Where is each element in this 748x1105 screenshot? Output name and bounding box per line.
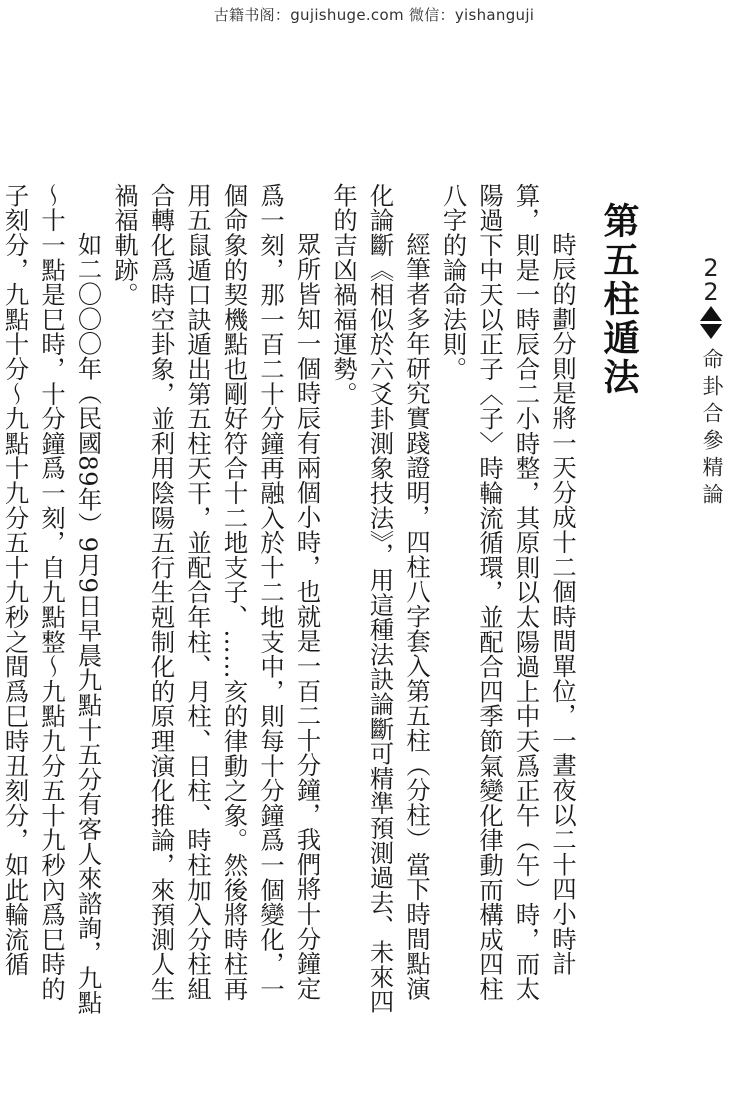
triangle-up-icon xyxy=(700,306,722,321)
page-number-digit: 2 xyxy=(703,278,719,306)
page-number-digit: 2 xyxy=(703,254,719,282)
running-head: 命卦合參精論 xyxy=(700,348,724,510)
paragraph: 經筆者多年研究實踐證明，四柱八字套入第五柱（分柱）當下時間點演化論斷《相似於六爻卦測象技法》，用這種法訣論斷可精準預測過去、未來四年的吉凶禍福運勢。 xyxy=(329,183,431,1015)
paragraph: 眾所皆知一個時辰有兩個小時，也就是一百二十分鐘，我們將十分鐘定爲一刻，那一百二十分鐘再融入於十二地支中，則每十分鐘爲一個變化，一個命象的契機點也剛好符合十二地支子、……亥的律動之象。然後將時柱再用五鼠遁口訣遁出第五柱天干，並配合年柱、月柱、日柱、時柱加入分柱組合轉化爲時空卦象，並利用陰陽五行生剋制化的原理演化推論，來預測人生禍福軌跡。 xyxy=(110,183,322,1002)
triangle-down-icon xyxy=(700,324,722,339)
page-number xyxy=(693,256,729,304)
chapter-title: 第五柱遁法 xyxy=(598,202,639,397)
paragraph: 如二〇〇〇年（民國89年）9月9日早晨九點十五分有客人來諮詢，九點～十一點是巳時，十分鐘爲一刻，自九點整～九點九分五十九秒內爲巳時的子刻分，九點十分～九點十九分五十九秒之間爲巳時丑刻分，如此輪流循 xyxy=(0,183,103,1015)
body-text xyxy=(0,183,580,1023)
watermark: 古籍书阁：gujishuge.com 微信：yishanguji xyxy=(213,6,535,24)
paragraph: 時辰的劃分則是將一天分成十二個時間單位，一晝夜以二十四小時計算，則是一時辰合二小時整，其原則以太陽過上中天爲正午（午）時，而太陽過下中天以正子〈子〉時輪流循環，並配合四季節氣變化律動而構成四柱八字的論命法則。 xyxy=(438,183,577,1002)
